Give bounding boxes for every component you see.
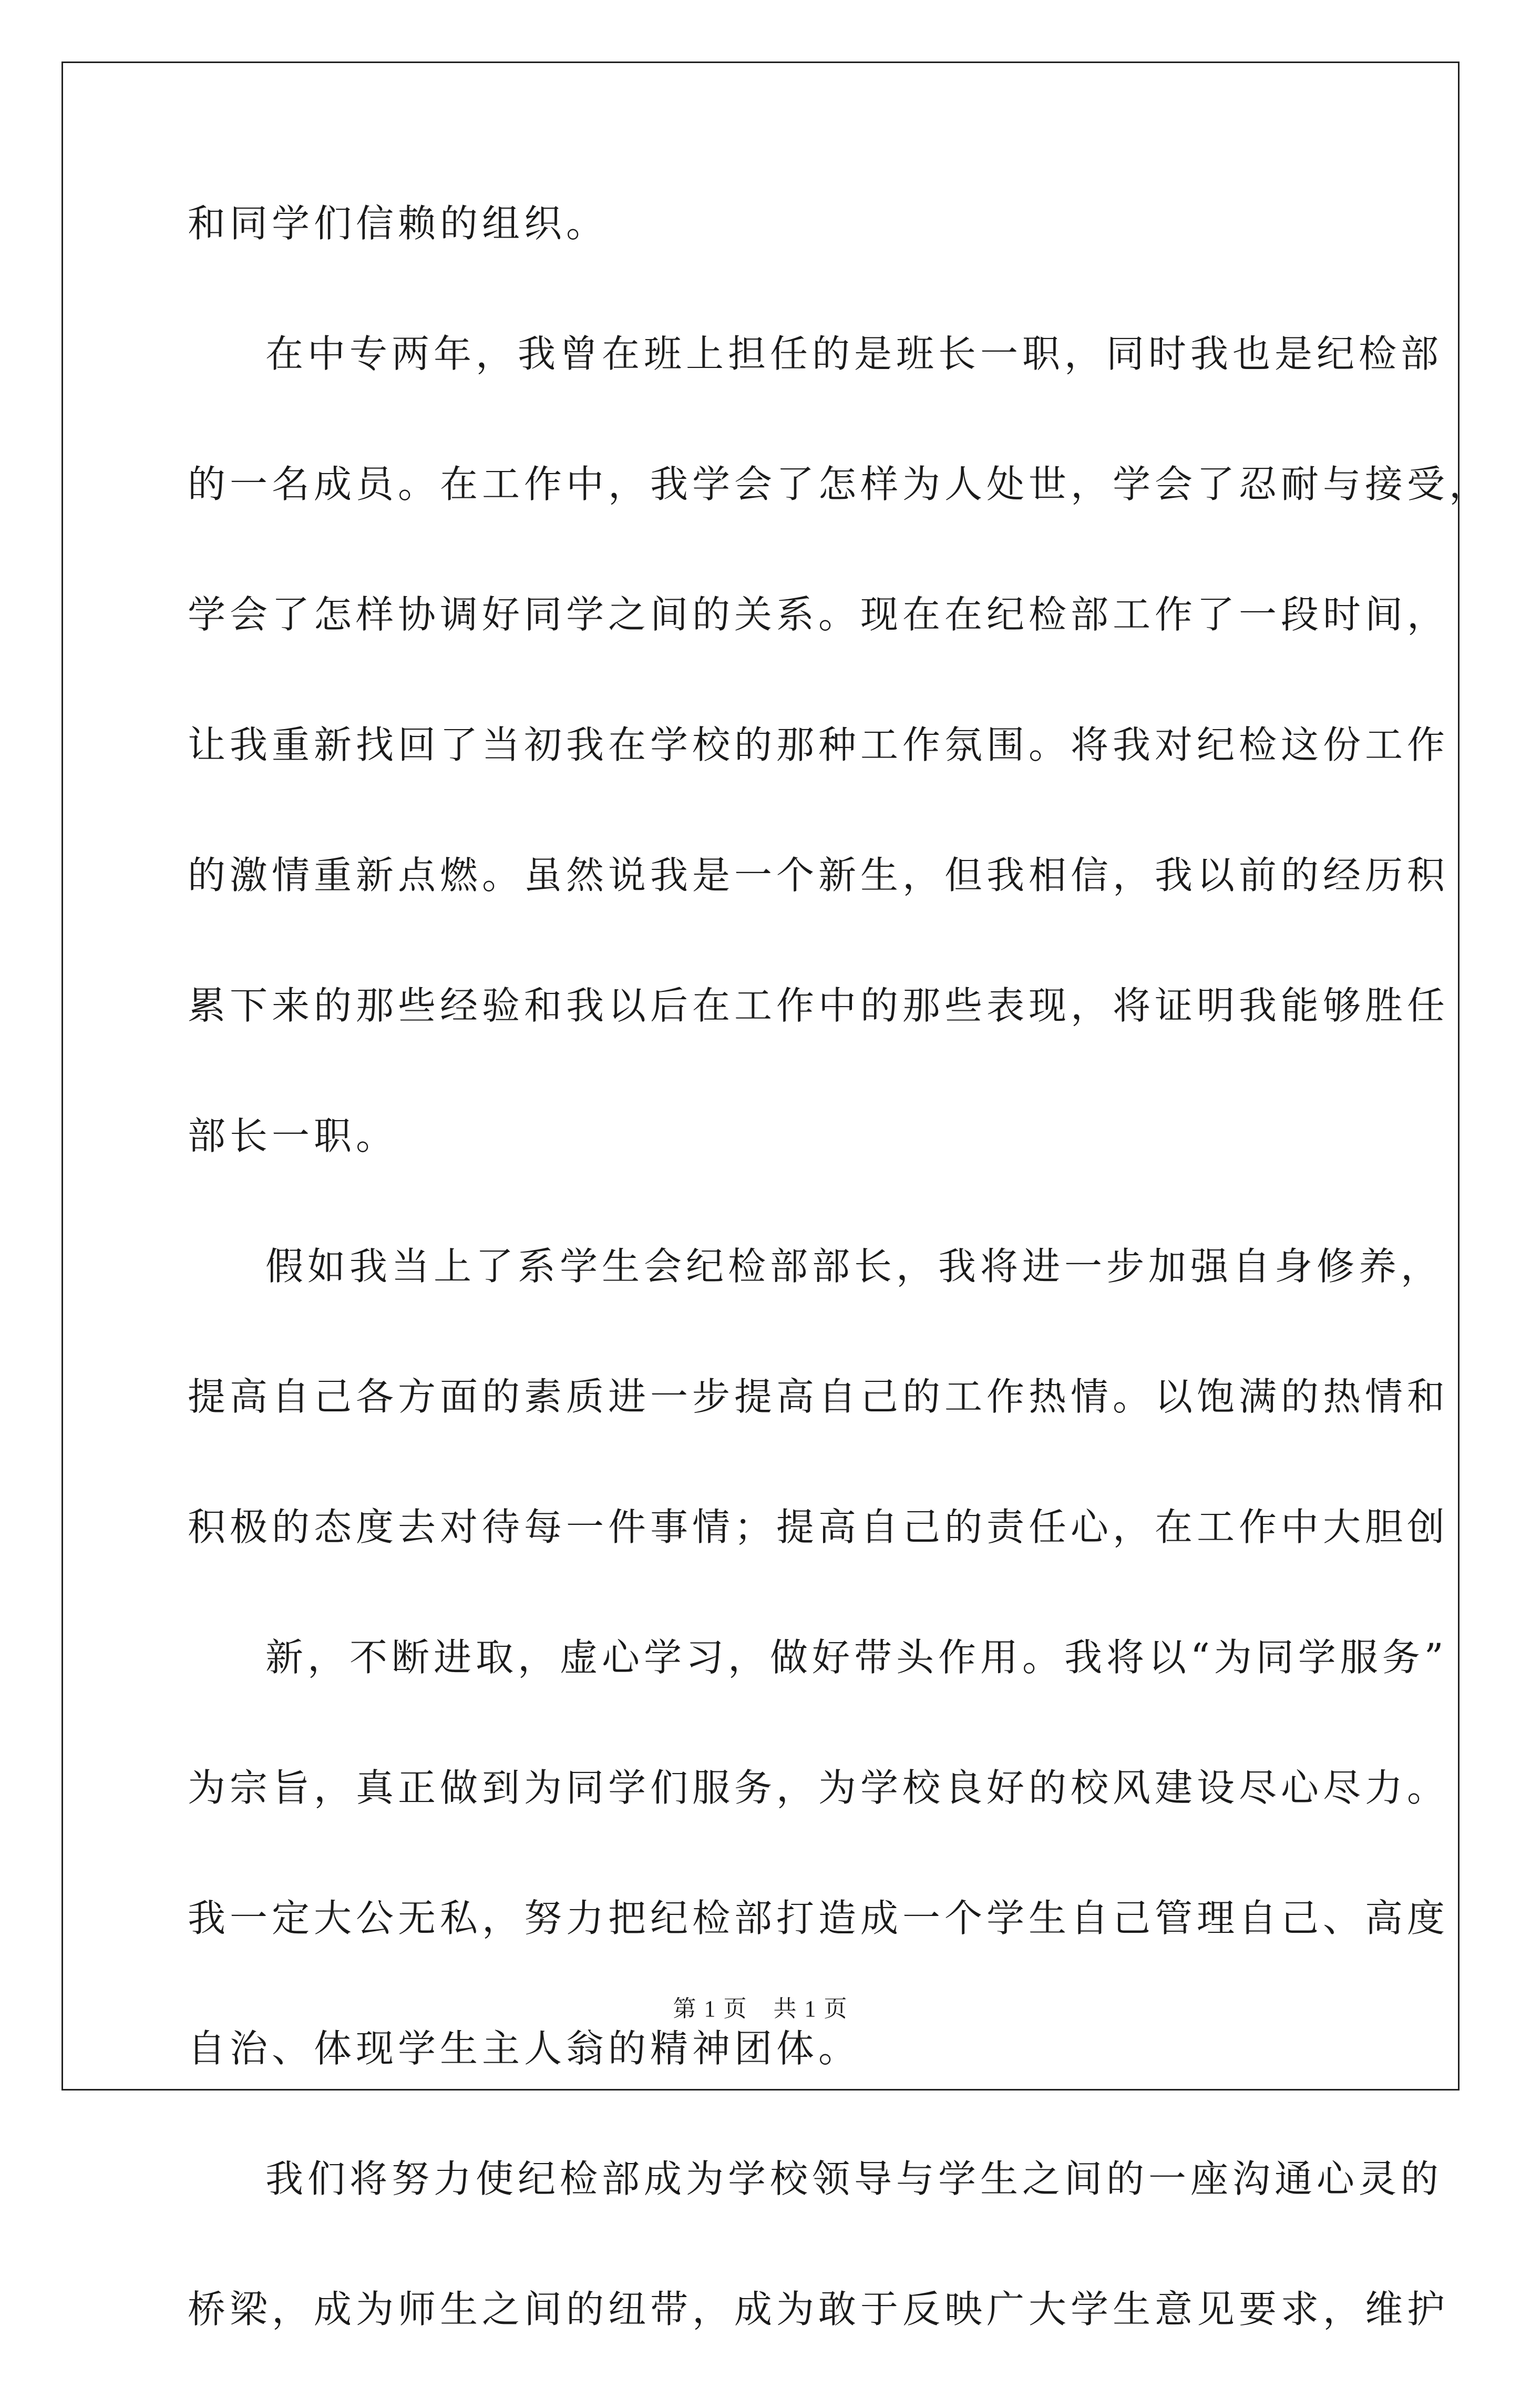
- document-body: [188, 192, 1492, 2408]
- text-line-2: 在中专两年，我曾在班上担任的是班长一职，同时我也是纪检部: [265, 332, 1443, 376]
- text-line-5: 让我重新找回了当初我在学校的那种工作氛围。将我对纪检这份工作: [188, 723, 1450, 767]
- text-line-4: 学会了怎样协调好同学之间的关系。现在在纪检部工作了一段时间，: [188, 592, 1450, 637]
- page-footer: [0, 1990, 1521, 2023]
- text-line-10: 提高自己各方面的素质进一步提高自己的工作热情。以饱满的热情和: [188, 1375, 1450, 1419]
- text-line-14: 我一定大公无私，努力把纪检部打造成一个学生自己管理自己、高度: [188, 1896, 1450, 1940]
- text-line-6: 的激情重新点燃。虽然说我是一个新生，但我相信，我以前的经历积: [188, 853, 1450, 897]
- page-number-current: 第 1 页: [673, 1996, 748, 2022]
- text-line-15: 自治、体现学生主人翁的精神团体。: [188, 2026, 861, 2071]
- text-line-1: 和同学们信赖的组织。: [188, 201, 609, 245]
- text-line-3: 的一名成员。在工作中，我学会了怎样为人处世，学会了忍耐与接受，: [188, 462, 1492, 506]
- page-number-total: 共 1 页: [773, 1996, 848, 2022]
- text-line-11: 积极的态度去对待每一件事情；提高自己的责任心，在工作中大胆创: [188, 1505, 1450, 1549]
- text-line-9: 假如我当上了系学生会纪检部部长，我将进一步加强自身修养，: [265, 1244, 1443, 1288]
- text-line-16: 我们将努力使纪检部成为学校领导与学生之间的一座沟通心灵的: [265, 2157, 1443, 2201]
- text-line-7: 累下来的那些经验和我以后在工作中的那些表现，将证明我能够胜任: [188, 983, 1450, 1028]
- text-line-12: 新，不断进取，虚心学习，做好带头作用。我将以“为同学服务”: [265, 1635, 1448, 1679]
- text-line-17: 桥梁，成为师生之间的纽带，成为敢于反映广大学生意见要求，维护: [188, 2287, 1450, 2331]
- text-line-8: 部长一职。: [188, 1114, 398, 1158]
- text-line-13: 为宗旨，真正做到为同学们服务，为学校良好的校风建设尽心尽力。: [188, 1766, 1450, 1810]
